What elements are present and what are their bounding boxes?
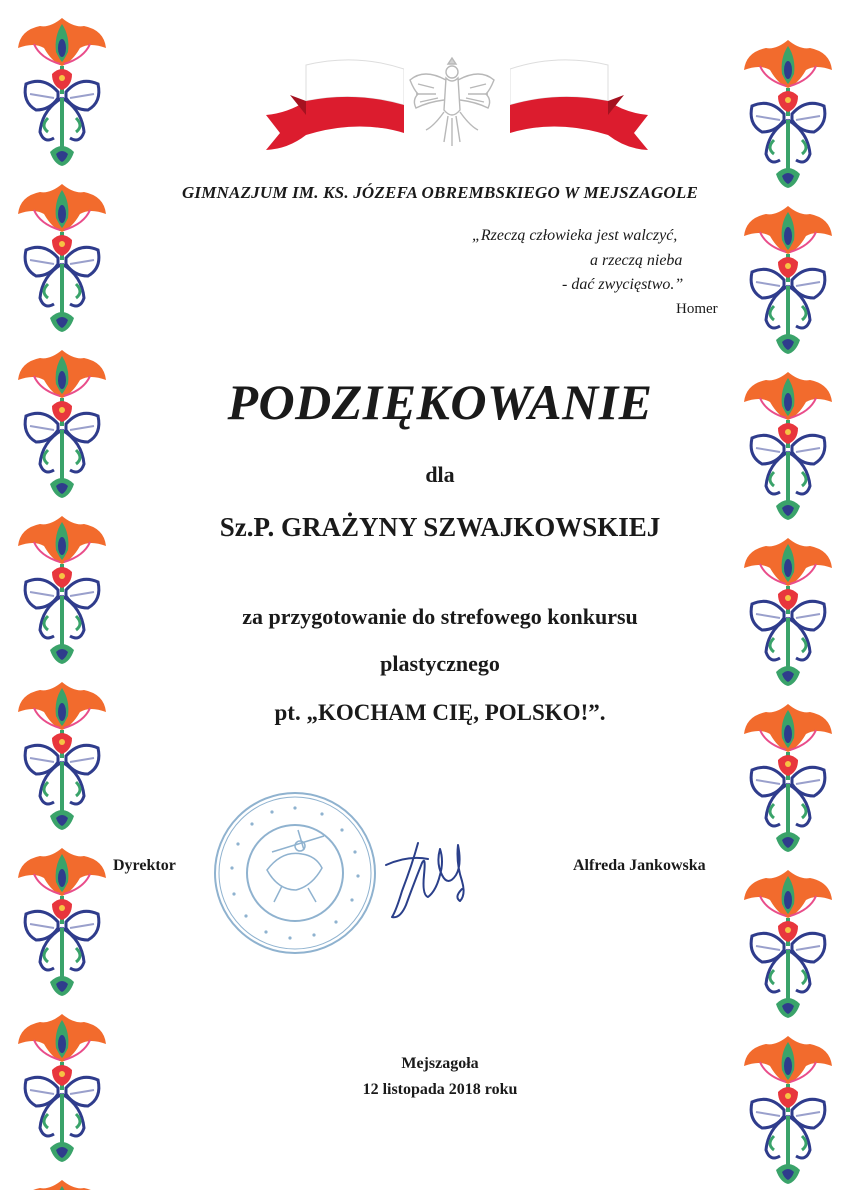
- quote-author: Homer: [676, 301, 718, 317]
- folk-flower-motif: [18, 350, 106, 498]
- official-stamp: [212, 790, 378, 956]
- folk-flower-motif: [744, 40, 832, 188]
- school-name: GIMNAZJUM IM. KS. JÓZEFA OBREMBSKIEGO W MEJSZAGOLE: [181, 183, 699, 202]
- reason-line-1: za przygotowanie do strefowego konkursu: [242, 604, 638, 629]
- quote-line-2: a rzeczą nieba: [590, 252, 683, 269]
- signatory-role: Dyrektor: [113, 857, 176, 874]
- quote-line-1: „Rzeczą człowieka jest walczyć,: [472, 227, 678, 244]
- place: Mejszagoła: [401, 1055, 479, 1072]
- date: 12 listopada 2018 roku: [362, 1081, 518, 1098]
- handwritten-signature: [378, 835, 478, 930]
- folk-flower-motif: [18, 682, 106, 830]
- for-word: dla: [425, 462, 455, 487]
- flag-ribbon-right: [510, 55, 648, 155]
- folk-flower-motif: [18, 516, 106, 664]
- folk-border-left: [14, 14, 110, 1190]
- certificate-title: PODZIĘKOWANIE: [227, 374, 653, 430]
- folk-flower-motif: [18, 1014, 106, 1162]
- reason-line-3: pt. „KOCHAM CIĘ, POLSKO!”.: [274, 700, 606, 725]
- folk-flower-motif: [18, 184, 106, 332]
- flag-ribbon-left: [266, 55, 404, 155]
- signatory-name: Alfreda Jankowska: [573, 857, 706, 874]
- folk-flower-motif: [744, 870, 832, 1018]
- folk-flower-motif: [18, 18, 106, 166]
- folk-flower-motif: [744, 206, 832, 354]
- folk-flower-motif: [744, 704, 832, 852]
- folk-flower-motif: [18, 1180, 106, 1190]
- recipient-name: Sz.P. GRAŻYNY SZWAJKOWSKIEJ: [219, 512, 661, 542]
- quote-line-3: - dać zwycięstwo.”: [562, 276, 684, 293]
- reason-line-2: plastycznego: [380, 651, 500, 676]
- folk-flower-motif: [18, 848, 106, 996]
- white-eagle-emblem: [404, 50, 500, 150]
